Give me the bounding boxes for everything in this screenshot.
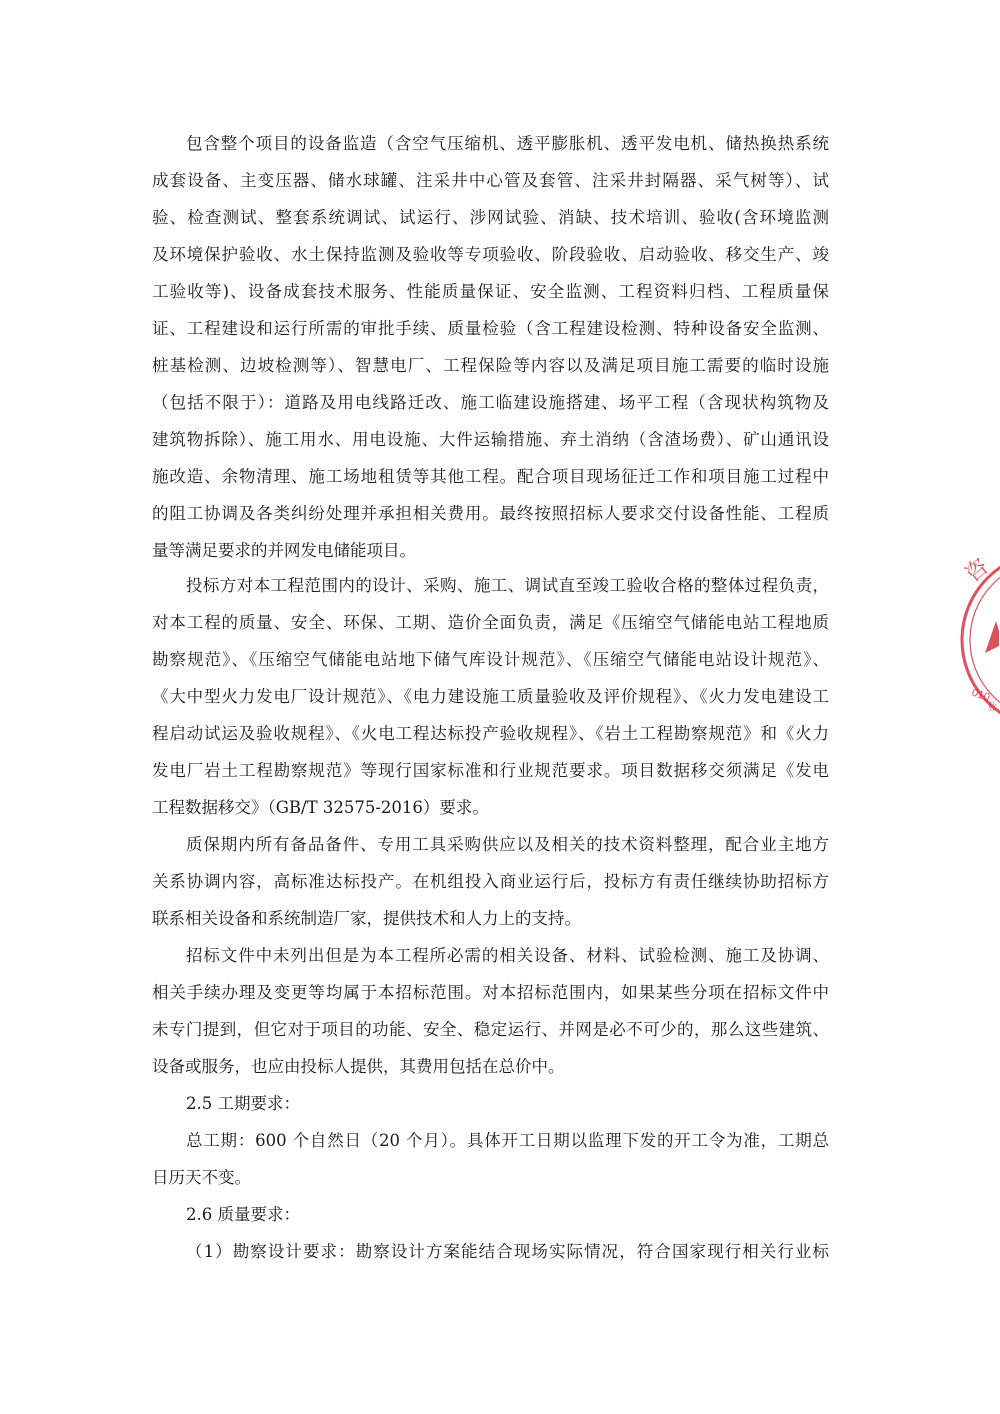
section-heading: 2.5 工期要求： — [186, 1094, 300, 1113]
text-line: 成套设备、主变压器、储水球罐、注采井中心管及套管、注采井封隔器、采气树等）、试 — [152, 171, 829, 190]
text-line: 包含整个项目的设备监造（含空气压缩机、透平膨胀机、透平发电机、储热换热系统 — [186, 134, 829, 153]
text-line: 桩基检测、边坡检测等）、智慧电厂、工程保险等内容以及满足项目施工需要的临时设施 — [152, 356, 829, 375]
svg-text:咨: 咨 — [960, 553, 994, 587]
text-line: 日历天不变。 — [152, 1168, 251, 1187]
text-line: 证、工程建设和运行所需的审批手续、质量检验（含工程建设检测、特种设备安全监测、 — [152, 319, 829, 338]
text-line: 验、检查测试、整套系统调试、试运行、涉网试验、消缺、技术培训、验收(含环境监测 — [152, 208, 829, 227]
official-seal — [955, 535, 1000, 745]
text-line: 发电厂岩土工程勘察规范》等现行国家标准和行业规范要求。项目数据移交须满足《发电 — [152, 761, 829, 780]
text-line: 勘察规范》、《压缩空气储能电站地下储气库设计规范》、《压缩空气储能电站设计规范》、 — [152, 650, 829, 669]
text-line: 工程数据移交》（GB/T 32575-2016）要求。 — [152, 798, 489, 817]
text-line: 质保期内所有备品备件、专用工具采购供应以及相关的技术资料整理，配合业主地方 — [186, 835, 829, 854]
text-line: 工验收等)、设备成套技术服务、性能质量保证、安全监测、工程资料归档、工程质量保 — [152, 282, 829, 301]
seal-stamp-icon — [955, 535, 1000, 745]
text-line: 相关手续办理及变更等均属于本招标范围。对本招标范围内，如果某些分项在招标文件中 — [152, 983, 829, 1002]
text-line: 建筑物拆除）、施工用水、用电设施、大件运输措施、弃土消纳（含渣场费）、矿山通讯设 — [152, 430, 829, 449]
text-line: 联系相关设备和系统制造厂家，提供技术和人力上的支持。 — [152, 909, 581, 928]
section-heading: 2.6 质量要求： — [186, 1205, 300, 1224]
text-line: 总工期：600 个自然日（20 个月）。具体开工日期以监理下发的开工令为准，工期总 — [186, 1131, 829, 1150]
svg-text:业: 业 — [987, 702, 997, 713]
text-line: 及环境保护验收、水土保持监测及验收等专项验收、阶段验收、启动验收、移交生产、竣 — [152, 245, 829, 264]
text-line: （1）勘察设计要求：勘察设计方案能结合现场实际情况，符合国家现行相关行业标 — [186, 1242, 829, 1261]
text-line: 量等满足要求的并网发电储能项目。 — [152, 541, 416, 560]
text-line: 关系协调内容，高标准达标投产。在机组投入商业运行后，投标方有责任继续协助招标方 — [152, 872, 829, 891]
text-line: （包括不限于）：道路及用电线路迁改、施工临建设施搭建、场平工程（含现状构筑物及 — [152, 393, 829, 412]
text-line: 程启动试运及验收规程》、《火电工程达标投产验收规程》、《岩土工程勘察规范》和《火力 — [152, 724, 829, 743]
svg-text:010: 010 — [969, 686, 992, 705]
text-line: 的阻工协调及各类纠纷处理并承担相关费用。最终按照招标人要求交付设备性能、工程质 — [152, 504, 829, 523]
text-line: 投标方对本工程范围内的设计、采购、施工、调试直至竣工验收合格的整体过程负责， — [186, 576, 829, 595]
text-line: 设备或服务，也应由投标人提供，其费用包括在总价中。 — [152, 1057, 565, 1076]
text-line: 《大中型火力发电厂设计规范》、《电力建设施工质量验收及评价规程》、《火力发电建设工 — [152, 687, 829, 706]
text-line: 施改造、余物清理、施工场地租赁等其他工程。配合项目现场征迁工作和项目施工过程中 — [152, 467, 829, 486]
text-line: 对本工程的质量、安全、环保、工期、造价全面负责，满足《压缩空气储能电站工程地质 — [152, 613, 829, 632]
text-line: 未专门提到，但它对于项目的功能、安全、稳定运行、并网是必不可少的，那么这些建筑、 — [152, 1020, 829, 1039]
text-line: 招标文件中未列出但是为本工程所必需的相关设备、材料、试验检测、施工及协调、 — [186, 946, 829, 965]
